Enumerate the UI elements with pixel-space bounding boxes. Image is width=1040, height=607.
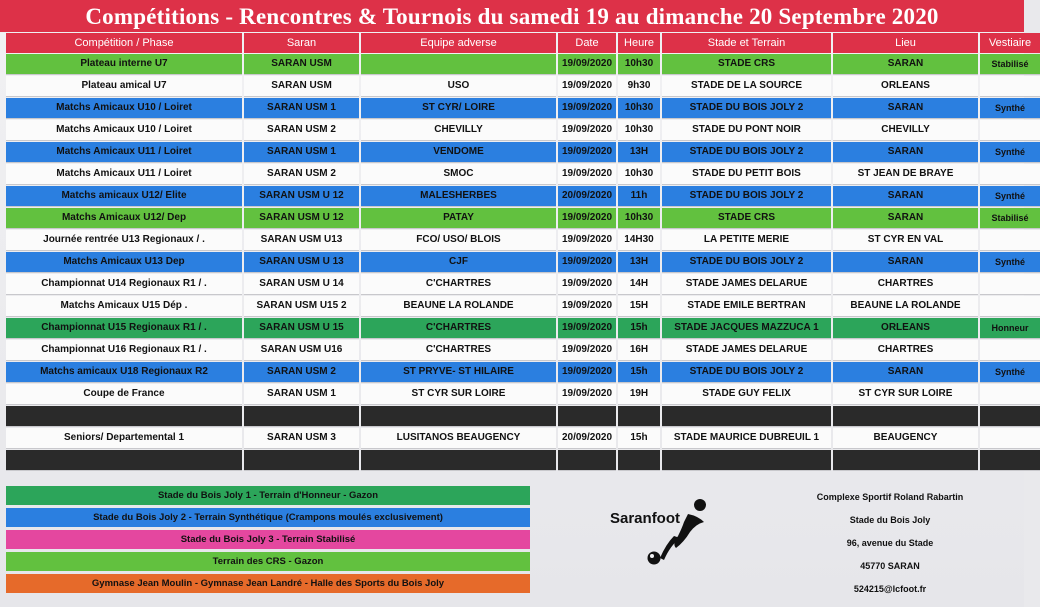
header-competition: Compétition / Phase xyxy=(6,33,242,53)
table-cell-opponent: ST PRYVE- ST HILAIRE xyxy=(361,362,556,383)
table-cell-stadium: STADE DE LA SOURCE xyxy=(662,76,831,97)
table-cell-date: 19/09/2020 xyxy=(558,340,616,361)
table-cell-time: 14H xyxy=(618,274,660,295)
table-cell-locker-room xyxy=(980,340,1040,361)
table-cell-stadium: STADE EMILE BERTRAN xyxy=(662,296,831,317)
table-cell-time: 11h xyxy=(618,186,660,207)
table-cell-date xyxy=(558,450,616,471)
table-cell-stadium: STADE DU PETIT BOIS xyxy=(662,164,831,185)
table-cell-saran-team: SARAN USM U 15 xyxy=(244,318,359,339)
header-date: Date xyxy=(558,33,616,53)
table-cell-time: 15H xyxy=(618,296,660,317)
table-cell-saran-team: SARAN USM U15 2 xyxy=(244,296,359,317)
table-cell-stadium: STADE GUY FELIX xyxy=(662,384,831,405)
table-cell-saran-team xyxy=(244,406,359,427)
legend-item: Stade du Bois Joly 3 - Terrain Stabilisé xyxy=(6,530,530,549)
table-cell-location: CHEVILLY xyxy=(833,120,978,141)
table-cell-location: BEAUGENCY xyxy=(833,428,978,449)
table-cell-saran-team: SARAN USM 1 xyxy=(244,142,359,163)
header-location: Lieu xyxy=(833,33,978,53)
table-cell-saran-team: SARAN USM 2 xyxy=(244,362,359,383)
table-cell-stadium xyxy=(662,450,831,471)
table-cell-date: 19/09/2020 xyxy=(558,274,616,295)
table-cell-competition: Seniors/ Departemental 1 xyxy=(6,428,242,449)
club-address xyxy=(760,486,1020,601)
table-cell-stadium: STADE JACQUES MAZZUCA 1 xyxy=(662,318,831,339)
table-cell-location: SARAN xyxy=(833,54,978,75)
table-cell-location: SARAN xyxy=(833,208,978,229)
table-cell-locker-room xyxy=(980,164,1040,185)
table-cell-saran-team: SARAN USM U 12 xyxy=(244,186,359,207)
table-cell-locker-room: Stabilisé xyxy=(980,208,1040,229)
page-title: Compétitions - Rencontres & Tournois du samedi 19 au dimanche 20 Septembre 2020 xyxy=(0,0,1024,32)
header-saran-team: Saran xyxy=(244,33,359,53)
table-cell-competition: Matchs Amicaux U12/ Dep xyxy=(6,208,242,229)
table-cell-saran-team: SARAN USM 1 xyxy=(244,384,359,405)
table-cell-competition: Coupe de France xyxy=(6,384,242,405)
table-cell-opponent: VENDOME xyxy=(361,142,556,163)
table-cell-location: CHARTRES xyxy=(833,340,978,361)
table-cell-date: 19/09/2020 xyxy=(558,252,616,273)
table-cell-date: 19/09/2020 xyxy=(558,230,616,251)
table-cell-time: 10h30 xyxy=(618,120,660,141)
table-cell-location: SARAN xyxy=(833,362,978,383)
table-cell-competition: Championnat U16 Regionaux R1 / . xyxy=(6,340,242,361)
table-cell-time: 13H xyxy=(618,142,660,163)
address-line: Stade du Bois Joly xyxy=(849,515,931,525)
table-cell-locker-room xyxy=(980,406,1040,427)
table-cell-locker-room: Synthé xyxy=(980,142,1040,163)
table-cell-saran-team: SARAN USM U16 xyxy=(244,340,359,361)
table-cell-time: 10h30 xyxy=(618,98,660,119)
saranfoot-logo xyxy=(610,494,722,574)
table-cell-locker-room: Stabilisé xyxy=(980,54,1040,75)
header-opponent: Equipe adverse xyxy=(361,33,556,53)
table-cell-saran-team: SARAN USM U13 xyxy=(244,230,359,251)
table-cell-opponent: C'CHARTRES xyxy=(361,274,556,295)
table-cell-opponent: C'CHARTRES xyxy=(361,318,556,339)
table-cell-opponent: PATAY xyxy=(361,208,556,229)
table-cell-date: 19/09/2020 xyxy=(558,98,616,119)
table-cell-time: 10h30 xyxy=(618,164,660,185)
table-cell-stadium: STADE DU BOIS JOLY 2 xyxy=(662,186,831,207)
table-cell-locker-room: Synthé xyxy=(980,362,1040,383)
address-line: Complexe Sportif Roland Rabartin xyxy=(816,492,964,502)
address-line: 524215@lcfoot.fr xyxy=(853,584,927,594)
table-cell-saran-team: SARAN USM 1 xyxy=(244,98,359,119)
table-cell-stadium: STADE JAMES DELARUE xyxy=(662,340,831,361)
table-cell-competition: Matchs Amicaux U11 / Loiret xyxy=(6,142,242,163)
table-cell-location: SARAN xyxy=(833,98,978,119)
table-cell-time: 10h30 xyxy=(618,208,660,229)
logo-text: Saranfoot xyxy=(610,510,681,527)
table-cell-date: 20/09/2020 xyxy=(558,186,616,207)
table-cell-competition: Matchs Amicaux U13 Dep xyxy=(6,252,242,273)
table-cell-locker-room: Synthé xyxy=(980,186,1040,207)
address-line: 45770 SARAN xyxy=(860,561,920,571)
header-stadium: Stade et Terrain xyxy=(662,33,831,53)
table-cell-competition: Matchs Amicaux U10 / Loiret xyxy=(6,120,242,141)
table-cell-time: 10h30 xyxy=(618,54,660,75)
table-cell-location: ORLEANS xyxy=(833,76,978,97)
field-legend xyxy=(6,486,530,596)
table-cell-saran-team: SARAN USM U 14 xyxy=(244,274,359,295)
address-line: 96, avenue du Stade xyxy=(846,538,934,548)
table-cell-saran-team xyxy=(244,450,359,471)
table-cell-opponent xyxy=(361,406,556,427)
table-cell-location: SARAN xyxy=(833,142,978,163)
table-cell-opponent: FCO/ USO/ BLOIS xyxy=(361,230,556,251)
table-cell-date: 19/09/2020 xyxy=(558,76,616,97)
table-cell-opponent xyxy=(361,450,556,471)
table-cell-locker-room xyxy=(980,120,1040,141)
table-cell-location xyxy=(833,406,978,427)
table-cell-time: 13H xyxy=(618,252,660,273)
table-cell-competition: Championnat U14 Regionaux R1 / . xyxy=(6,274,242,295)
table-cell-time xyxy=(618,450,660,471)
table-cell-date: 19/09/2020 xyxy=(558,296,616,317)
table-cell-locker-room xyxy=(980,296,1040,317)
table-cell-saran-team: SARAN USM U 12 xyxy=(244,208,359,229)
table-cell-opponent: ST CYR SUR LOIRE xyxy=(361,384,556,405)
legend-item: Stade du Bois Joly 1 - Terrain d'Honneur - Gazon xyxy=(6,486,530,505)
table-cell-locker-room: Honneur xyxy=(980,318,1040,339)
table-cell-saran-team: SARAN USM 3 xyxy=(244,428,359,449)
table-cell-stadium: STADE DU BOIS JOLY 2 xyxy=(662,98,831,119)
legend-item: Terrain des CRS - Gazon xyxy=(6,552,530,571)
table-cell-saran-team: SARAN USM U 13 xyxy=(244,252,359,273)
table-cell-stadium: STADE MAURICE DUBREUIL 1 xyxy=(662,428,831,449)
legend-item: Gymnase Jean Moulin - Gymnase Jean Landré - Halle des Sports du Bois Joly xyxy=(6,574,530,593)
table-cell-time: 19H xyxy=(618,384,660,405)
table-cell-opponent: CJF xyxy=(361,252,556,273)
legend-item: Stade du Bois Joly 2 - Terrain Synthétique (Crampons moulés exclusivement) xyxy=(6,508,530,527)
table-cell-date: 19/09/2020 xyxy=(558,54,616,75)
table-cell-locker-room xyxy=(980,230,1040,251)
table-cell-location: BEAUNE LA ROLANDE xyxy=(833,296,978,317)
table-cell-competition: Matchs Amicaux U11 / Loiret xyxy=(6,164,242,185)
table-cell-saran-team: SARAN USM xyxy=(244,76,359,97)
table-cell-date: 19/09/2020 xyxy=(558,362,616,383)
table-cell-time: 15h xyxy=(618,428,660,449)
table-cell-time: 15h xyxy=(618,362,660,383)
table-cell-saran-team: SARAN USM 2 xyxy=(244,120,359,141)
table-cell-time: 14H30 xyxy=(618,230,660,251)
table-cell-opponent: USO xyxy=(361,76,556,97)
table-cell-saran-team: SARAN USM 2 xyxy=(244,164,359,185)
schedule-table xyxy=(6,33,1040,471)
table-cell-locker-room xyxy=(980,384,1040,405)
table-cell-time xyxy=(618,406,660,427)
table-cell-location: ST CYR EN VAL xyxy=(833,230,978,251)
table-cell-opponent: MALESHERBES xyxy=(361,186,556,207)
table-cell-date: 19/09/2020 xyxy=(558,384,616,405)
table-cell-competition: Matchs Amicaux U15 Dép . xyxy=(6,296,242,317)
table-cell-date: 19/09/2020 xyxy=(558,142,616,163)
table-cell-location xyxy=(833,450,978,471)
table-cell-location: ST JEAN DE BRAYE xyxy=(833,164,978,185)
table-cell-competition: Matchs Amicaux U10 / Loiret xyxy=(6,98,242,119)
table-cell-competition xyxy=(6,450,242,471)
table-cell-locker-room xyxy=(980,428,1040,449)
table-cell-opponent: LUSITANOS BEAUGENCY xyxy=(361,428,556,449)
table-cell-stadium: STADE DU BOIS JOLY 2 xyxy=(662,362,831,383)
table-cell-date: 20/09/2020 xyxy=(558,428,616,449)
table-cell-time: 16H xyxy=(618,340,660,361)
table-cell-date: 19/09/2020 xyxy=(558,120,616,141)
table-cell-stadium: STADE DU BOIS JOLY 2 xyxy=(662,252,831,273)
table-cell-opponent: ST CYR/ LOIRE xyxy=(361,98,556,119)
table-cell-location: SARAN xyxy=(833,186,978,207)
table-cell-locker-room xyxy=(980,450,1040,471)
table-cell-competition: Matchs amicaux U12/ Elite xyxy=(6,186,242,207)
table-cell-competition xyxy=(6,406,242,427)
table-cell-locker-room xyxy=(980,274,1040,295)
table-cell-competition: Plateau amical U7 xyxy=(6,76,242,97)
table-cell-location: SARAN xyxy=(833,252,978,273)
header-time: Heure xyxy=(618,33,660,53)
table-cell-date: 19/09/2020 xyxy=(558,164,616,185)
table-cell-opponent: SMOC xyxy=(361,164,556,185)
table-cell-opponent: CHEVILLY xyxy=(361,120,556,141)
table-cell-stadium: STADE DU PONT NOIR xyxy=(662,120,831,141)
table-cell-competition: Matchs amicaux U18 Regionaux R2 xyxy=(6,362,242,383)
table-cell-saran-team: SARAN USM xyxy=(244,54,359,75)
footballer-icon xyxy=(610,494,722,574)
table-cell-locker-room: Synthé xyxy=(980,98,1040,119)
table-cell-date xyxy=(558,406,616,427)
table-cell-time: 15h xyxy=(618,318,660,339)
table-cell-locker-room xyxy=(980,76,1040,97)
table-cell-competition: Championnat U15 Regionaux R1 / . xyxy=(6,318,242,339)
table-cell-date: 19/09/2020 xyxy=(558,318,616,339)
table-cell-competition: Journée rentrée U13 Regionaux / . xyxy=(6,230,242,251)
table-cell-stadium: STADE CRS xyxy=(662,54,831,75)
table-cell-stadium xyxy=(662,406,831,427)
table-cell-opponent: C'CHARTRES xyxy=(361,340,556,361)
table-cell-location: ORLEANS xyxy=(833,318,978,339)
table-cell-time: 9h30 xyxy=(618,76,660,97)
table-cell-stadium: LA PETITE MERIE xyxy=(662,230,831,251)
table-cell-location: CHARTRES xyxy=(833,274,978,295)
table-cell-location: ST CYR SUR LOIRE xyxy=(833,384,978,405)
table-cell-competition: Plateau interne U7 xyxy=(6,54,242,75)
table-cell-opponent xyxy=(361,54,556,75)
table-cell-opponent: BEAUNE LA ROLANDE xyxy=(361,296,556,317)
table-cell-stadium: STADE JAMES DELARUE xyxy=(662,274,831,295)
table-cell-stadium: STADE DU BOIS JOLY 2 xyxy=(662,142,831,163)
table-cell-locker-room: Synthé xyxy=(980,252,1040,273)
table-cell-stadium: STADE CRS xyxy=(662,208,831,229)
table-cell-date: 19/09/2020 xyxy=(558,208,616,229)
header-locker-room: Vestiaire xyxy=(980,33,1040,53)
